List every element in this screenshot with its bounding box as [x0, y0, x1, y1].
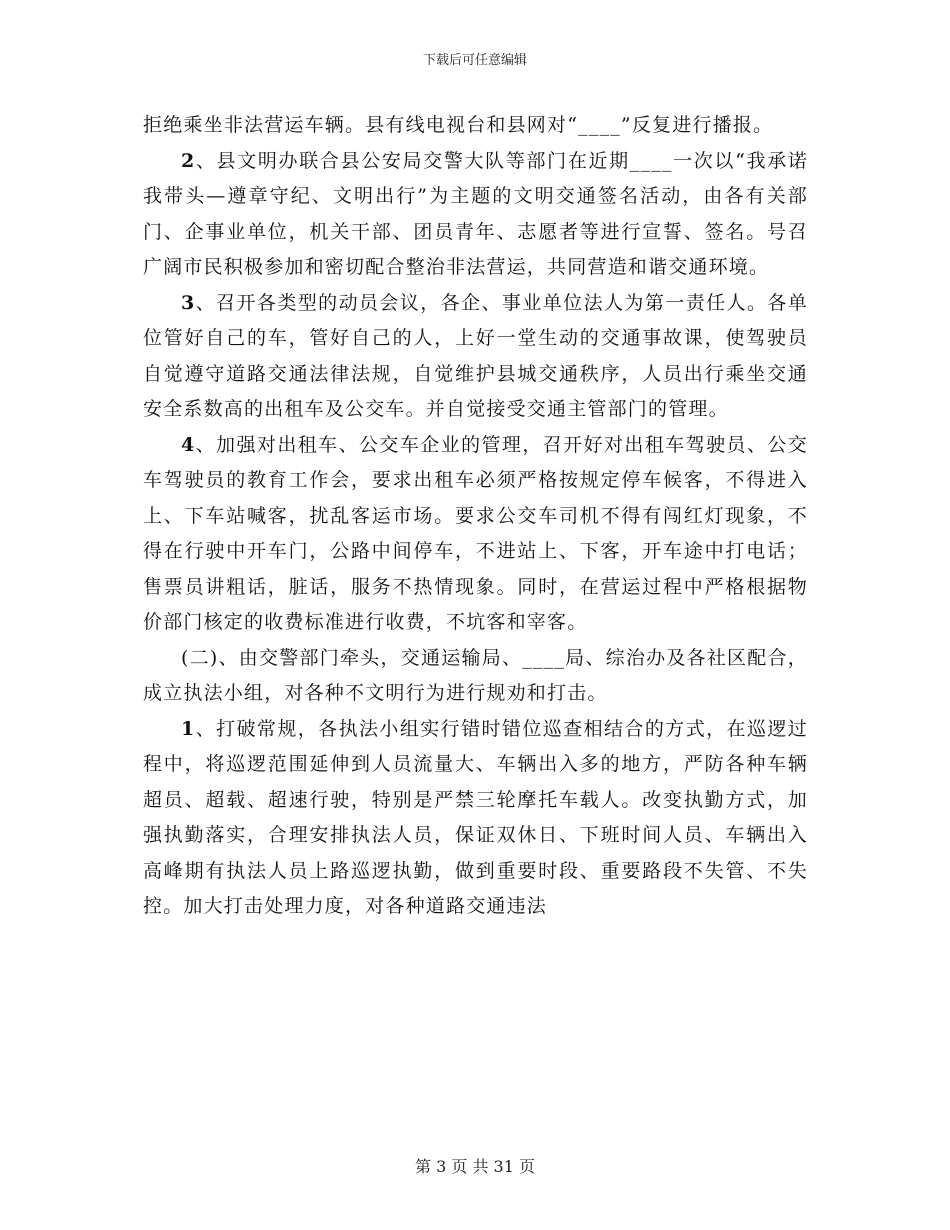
- item-number: 4: [181, 433, 196, 456]
- item-number: 1: [181, 717, 196, 740]
- paragraph-item-2: [143, 144, 808, 286]
- paragraph-item-4: [143, 428, 808, 641]
- paragraph-continuation: [143, 108, 808, 144]
- paragraph-text: 、加强对出租车、公交车企业的管理，召开好对出租车驾驶员、公交车驾驶员的教育工作会，要求出租车必须严格按规定停车候客，不得进入上、下车站喊客，扰乱客运市场。要求公交车司机不得有闯红灯现象，不得在行驶中开车门，公路中间停车，不进站上、下客，开车途中打电话；售票员讲粗话，脏话，服务不热情现象。同时，在营运过程中严格根据物价部门核定的收费标准进行收费，不坑客和宰客。: [143, 433, 808, 633]
- item-number: 3: [181, 291, 196, 314]
- paragraph-text: 、召开各类型的动员会议，各企、事业单位法人为第一责任人。各单位管好自己的车，管好自己的人，上好一堂生动的交通事故课，使驾驶员自觉遵守道路交通法律法规，自觉维护县城交通秩序，人员出行乘坐交通安全系数高的出租车及公交车。并自觉接受交通主管部门的管理。: [143, 291, 808, 420]
- page-header: 下载后可任意编辑: [422, 53, 527, 68]
- paragraph-text: 、县文明办联合县公安局交警大队等部门在近期____一次以“我承诺我带头—遵章守纪、文明出行”为主题的文明交通签名活动，由各有关部门、企事业单位，机关干部、团员青年、志愿者等进行宣誓、签名。号召广阔市民积极参加和密切配合整治非法营运，共同营造和谐交通环境。: [143, 149, 808, 278]
- section-heading-2: [143, 641, 808, 712]
- paragraph-text: 、打破常规，各执法小组实行错时错位巡查相结合的方式，在巡逻过程中，将巡逻范围延伸到人员流量大、车辆出入多的地方，严防各种车辆超员、超载、超速行驶，特别是严禁三轮摩托车载人。改变执勤方式，加强执勤落实，合理安排执法人员，保证双休日、下班时间人员、车辆出入高峰期有执法人员上路巡逻执勤，做到重要时段、重要路段不失管、不失控。加大打击处理力度，对各种道路交通违法: [143, 717, 808, 917]
- paragraph-item-3: [143, 286, 808, 428]
- item-number: 2: [181, 149, 196, 172]
- document-body: [143, 108, 808, 925]
- page-footer: 第 3 页 共 31 页: [415, 1157, 535, 1176]
- paragraph-text: (二)、由交警部门牵头，交通运输局、____局、综治办及各社区配合，成立执法小组，对各种不文明行为进行规劝和打击。: [143, 646, 808, 704]
- paragraph-item-1: [143, 712, 808, 925]
- paragraph-text: 拒绝乘坐非法营运车辆。县有线电视台和县网对“____”反复进行播报。: [143, 114, 774, 136]
